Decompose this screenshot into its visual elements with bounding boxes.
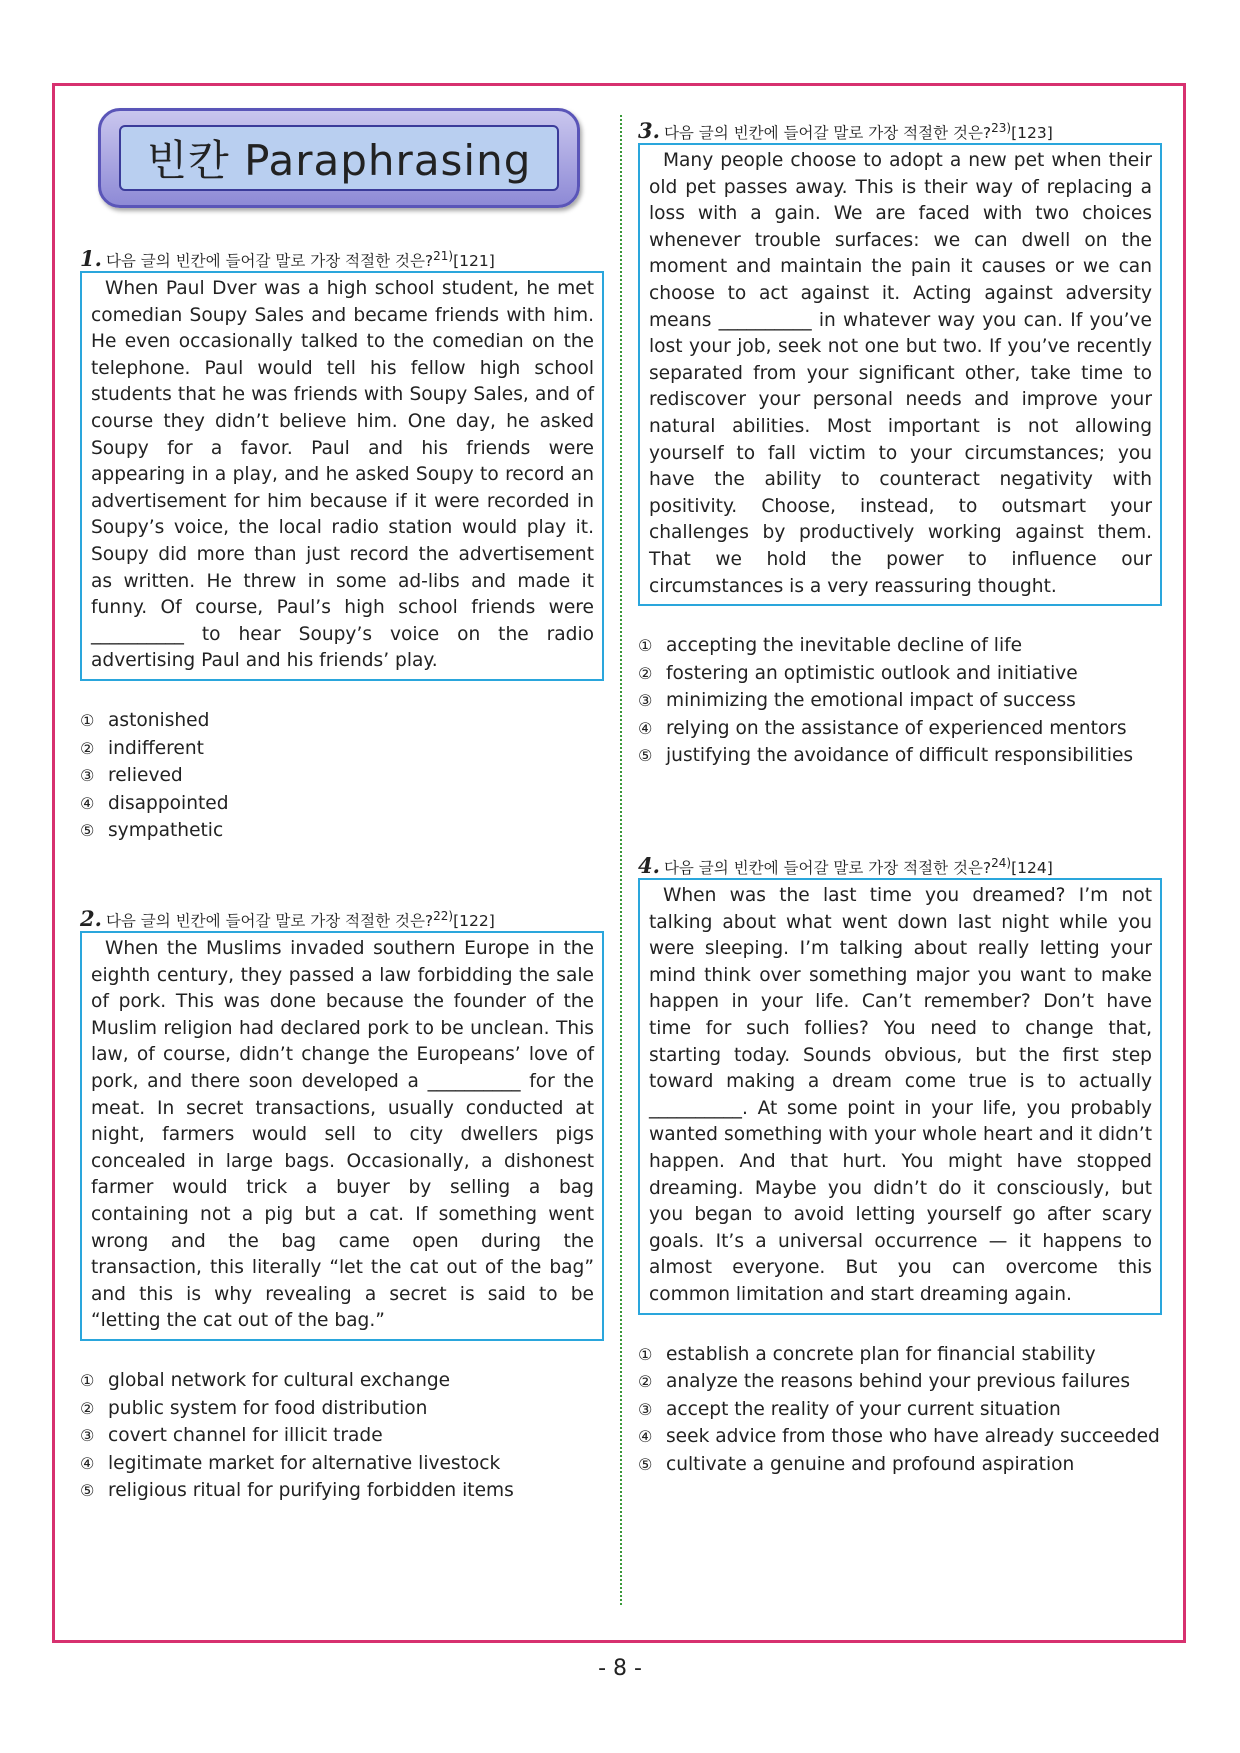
answer-option[interactable] bbox=[638, 632, 1162, 660]
question-number: 4. bbox=[638, 853, 660, 879]
question-prompt: 다음 글의 빈칸에 들어갈 말로 가장 적절한 것은? bbox=[663, 124, 992, 143]
passage-text: Many people choose to adopt a new pet when their old pet passes away. This is their way of replacing a loss with a gain. We are faced with two choices whenever trouble surfaces: we can dwell on the moment and maintain the pain it causes or we can choose to act against it. Acting against adversity means __________ in whatever way you can. If you’ve lost your job, seek not one but two. If you’ve recently separated from your significant other, take time to rediscover your personal needs and improve your natural abilities. Most important is not allowing yourself to fall victim to your circumstances; you have the ability to counteract negativity with positivity. Choose, instead, to outsmart your challenges by productively working against them. That we hold the power to influence our circumstances is a very reassuring thought. bbox=[649, 150, 1152, 597]
question-code: [124] bbox=[1011, 859, 1053, 878]
option-marker: ④ bbox=[80, 793, 95, 813]
question-prompt: 다음 글의 빈칸에 들어갈 말로 가장 적절한 것은? bbox=[663, 859, 992, 878]
option-text: global network for cultural exchange bbox=[108, 1369, 451, 1391]
page-number: - 8 - bbox=[598, 1656, 642, 1681]
option-text: analyze the reasons behind your previous failures bbox=[666, 1371, 1131, 1393]
answer-option[interactable] bbox=[80, 735, 604, 763]
option-marker: ⑤ bbox=[80, 1481, 95, 1501]
option-text: seek advice from those who have already succeeded bbox=[666, 1426, 1160, 1448]
option-text: astonished bbox=[108, 709, 210, 731]
option-text: minimizing the emotional impact of success bbox=[666, 690, 1076, 712]
question-4 bbox=[638, 851, 1162, 1478]
option-text: religious ritual for purifying forbidden items bbox=[108, 1480, 514, 1502]
option-marker: ④ bbox=[80, 1453, 95, 1473]
option-marker: ⑤ bbox=[80, 821, 95, 841]
question-header bbox=[80, 244, 604, 272]
option-marker: ② bbox=[638, 1372, 653, 1392]
answer-options bbox=[80, 1367, 604, 1505]
answer-options bbox=[638, 1341, 1162, 1479]
answer-option[interactable] bbox=[80, 1395, 604, 1423]
option-marker: ④ bbox=[638, 718, 653, 738]
option-marker: ⑤ bbox=[638, 1454, 653, 1474]
option-marker: ③ bbox=[80, 766, 95, 786]
option-text: accept the reality of your current situation bbox=[666, 1398, 1061, 1420]
option-marker: ⑤ bbox=[638, 746, 653, 766]
page-title: 빈칸 Paraphrasing bbox=[146, 136, 532, 185]
answer-option[interactable] bbox=[638, 742, 1162, 770]
passage-box bbox=[80, 271, 604, 681]
answer-option[interactable] bbox=[638, 660, 1162, 688]
answer-option[interactable] bbox=[80, 1422, 604, 1450]
option-marker: ③ bbox=[638, 691, 653, 711]
option-marker: ① bbox=[638, 1344, 653, 1364]
option-text: indifferent bbox=[108, 737, 204, 759]
question-number: 1. bbox=[80, 246, 102, 272]
option-text: legitimate market for alternative livestock bbox=[108, 1452, 501, 1474]
answer-option[interactable] bbox=[80, 1367, 604, 1395]
option-marker: ② bbox=[80, 738, 95, 758]
option-text: justifying the avoidance of difficult responsibilities bbox=[666, 745, 1134, 767]
question-number: 2. bbox=[80, 906, 102, 932]
question-2 bbox=[80, 904, 604, 1505]
option-text: fostering an optimistic outlook and initiative bbox=[666, 662, 1078, 684]
passage-box bbox=[638, 143, 1162, 606]
answer-option[interactable] bbox=[638, 715, 1162, 743]
passage-box bbox=[80, 931, 604, 1341]
answer-option[interactable] bbox=[80, 762, 604, 790]
title-banner-inner bbox=[119, 125, 559, 191]
option-text: sympathetic bbox=[108, 820, 224, 842]
question-number: 3. bbox=[638, 118, 660, 144]
answer-option[interactable] bbox=[638, 1368, 1162, 1396]
question-prompt: 다음 글의 빈칸에 들어갈 말로 가장 적절한 것은? bbox=[105, 912, 434, 931]
question-code: [123] bbox=[1011, 124, 1053, 143]
option-marker: ③ bbox=[80, 1426, 95, 1446]
answer-option[interactable] bbox=[80, 707, 604, 735]
option-text: relying on the assistance of experienced mentors bbox=[666, 717, 1127, 739]
option-marker: ① bbox=[638, 636, 653, 656]
answer-option[interactable] bbox=[80, 790, 604, 818]
option-text: establish a concrete plan for financial stability bbox=[666, 1343, 1096, 1365]
passage-text: When was the last time you dreamed? I’m not talking about what went down last night while you were sleeping. I’m talking about really letting your mind think over something major you want to make happen in your life. Can’t remember? Don’t have time for such follies? You need to change that, starting today. Sounds obvious, but the first step toward making a dream come true is to actually __________. At some point in your life, you probably wanted something with your whole heart and it didn’t happen. And that hurt. You might have stopped dreaming. Maybe you didn’t do it consciously, but you began to avoid letting yourself go after scary goals. It’s a universal occurrence — it happens to almost everyone. But you can overcome this common limitation and start dreaming again. bbox=[649, 885, 1152, 1305]
option-marker: ① bbox=[80, 710, 95, 730]
question-header bbox=[638, 851, 1162, 879]
answer-option[interactable] bbox=[638, 687, 1162, 715]
question-header bbox=[80, 904, 604, 932]
question-1 bbox=[80, 244, 604, 845]
footnote-marker: 22) bbox=[433, 909, 454, 923]
footnote-marker: 21) bbox=[433, 249, 454, 263]
option-marker: ② bbox=[80, 1398, 95, 1418]
option-text: cultivate a genuine and profound aspiration bbox=[666, 1453, 1075, 1475]
footnote-marker: 24) bbox=[991, 856, 1012, 870]
question-3 bbox=[638, 116, 1162, 770]
question-prompt: 다음 글의 빈칸에 들어갈 말로 가장 적절한 것은? bbox=[105, 252, 434, 271]
option-marker: ② bbox=[638, 663, 653, 683]
answer-option[interactable] bbox=[80, 817, 604, 845]
column-divider bbox=[620, 115, 622, 1605]
answer-option[interactable] bbox=[80, 1477, 604, 1505]
answer-option[interactable] bbox=[80, 1450, 604, 1478]
answer-options bbox=[80, 707, 604, 845]
option-marker: ④ bbox=[638, 1427, 653, 1447]
option-text: relieved bbox=[108, 765, 183, 787]
answer-option[interactable] bbox=[638, 1451, 1162, 1479]
option-marker: ③ bbox=[638, 1399, 653, 1419]
passage-text: When Paul Dver was a high school student, he met comedian Soupy Sales and became friends with him. He even occasionally talked to the comedian on the telephone. Paul would tell his fellow high school students that he was friends with Soupy Sales, and of course they didn’t believe him. One day, he asked Soupy for a favor. Paul and his friends were appearing in a play, and he asked Soupy to record an advertisement for him because if it were recorded in Soupy’s voice, the local radio station would play it. Soupy did more than just record the advertisement as written. He threw in some ad-libs and made it funny. Of course, Paul’s high school friends were __________ to hear Soupy’s voice on the radio advertising Paul and his friends’ play. bbox=[91, 278, 594, 672]
answer-option[interactable] bbox=[638, 1423, 1162, 1451]
option-text: public system for food distribution bbox=[108, 1397, 428, 1419]
question-header bbox=[638, 116, 1162, 144]
answer-option[interactable] bbox=[638, 1341, 1162, 1369]
passage-text: When the Muslims invaded southern Europe in the eighth century, they passed a law forbidding the sale of pork. This was done because the founder of the Muslim religion had declared pork to be unclean. This law, of course, didn’t change the Europeans’ love of pork, and there soon developed a __________ for the meat. In secret transactions, usually conducted at night, farmers would sell to city dwellers pigs concealed in large bags. Occasionally, a dishonest farmer would trick a buyer by selling a bag containing not a pig but a cat. If something went wrong and the bag came open during the transaction, this literally “let the cat out of the bag” and this is why revealing a secret is said to be “letting the cat out of the bag.” bbox=[91, 938, 594, 1332]
question-code: [122] bbox=[453, 912, 495, 931]
footnote-marker: 23) bbox=[991, 121, 1012, 135]
title-banner bbox=[98, 108, 580, 208]
answer-options bbox=[638, 632, 1162, 770]
option-text: disappointed bbox=[108, 792, 229, 814]
option-text: covert channel for illicit trade bbox=[108, 1425, 383, 1447]
question-code: [121] bbox=[453, 252, 495, 271]
answer-option[interactable] bbox=[638, 1396, 1162, 1424]
option-text: accepting the inevitable decline of life bbox=[666, 635, 1023, 657]
passage-box bbox=[638, 878, 1162, 1315]
option-marker: ① bbox=[80, 1370, 95, 1390]
